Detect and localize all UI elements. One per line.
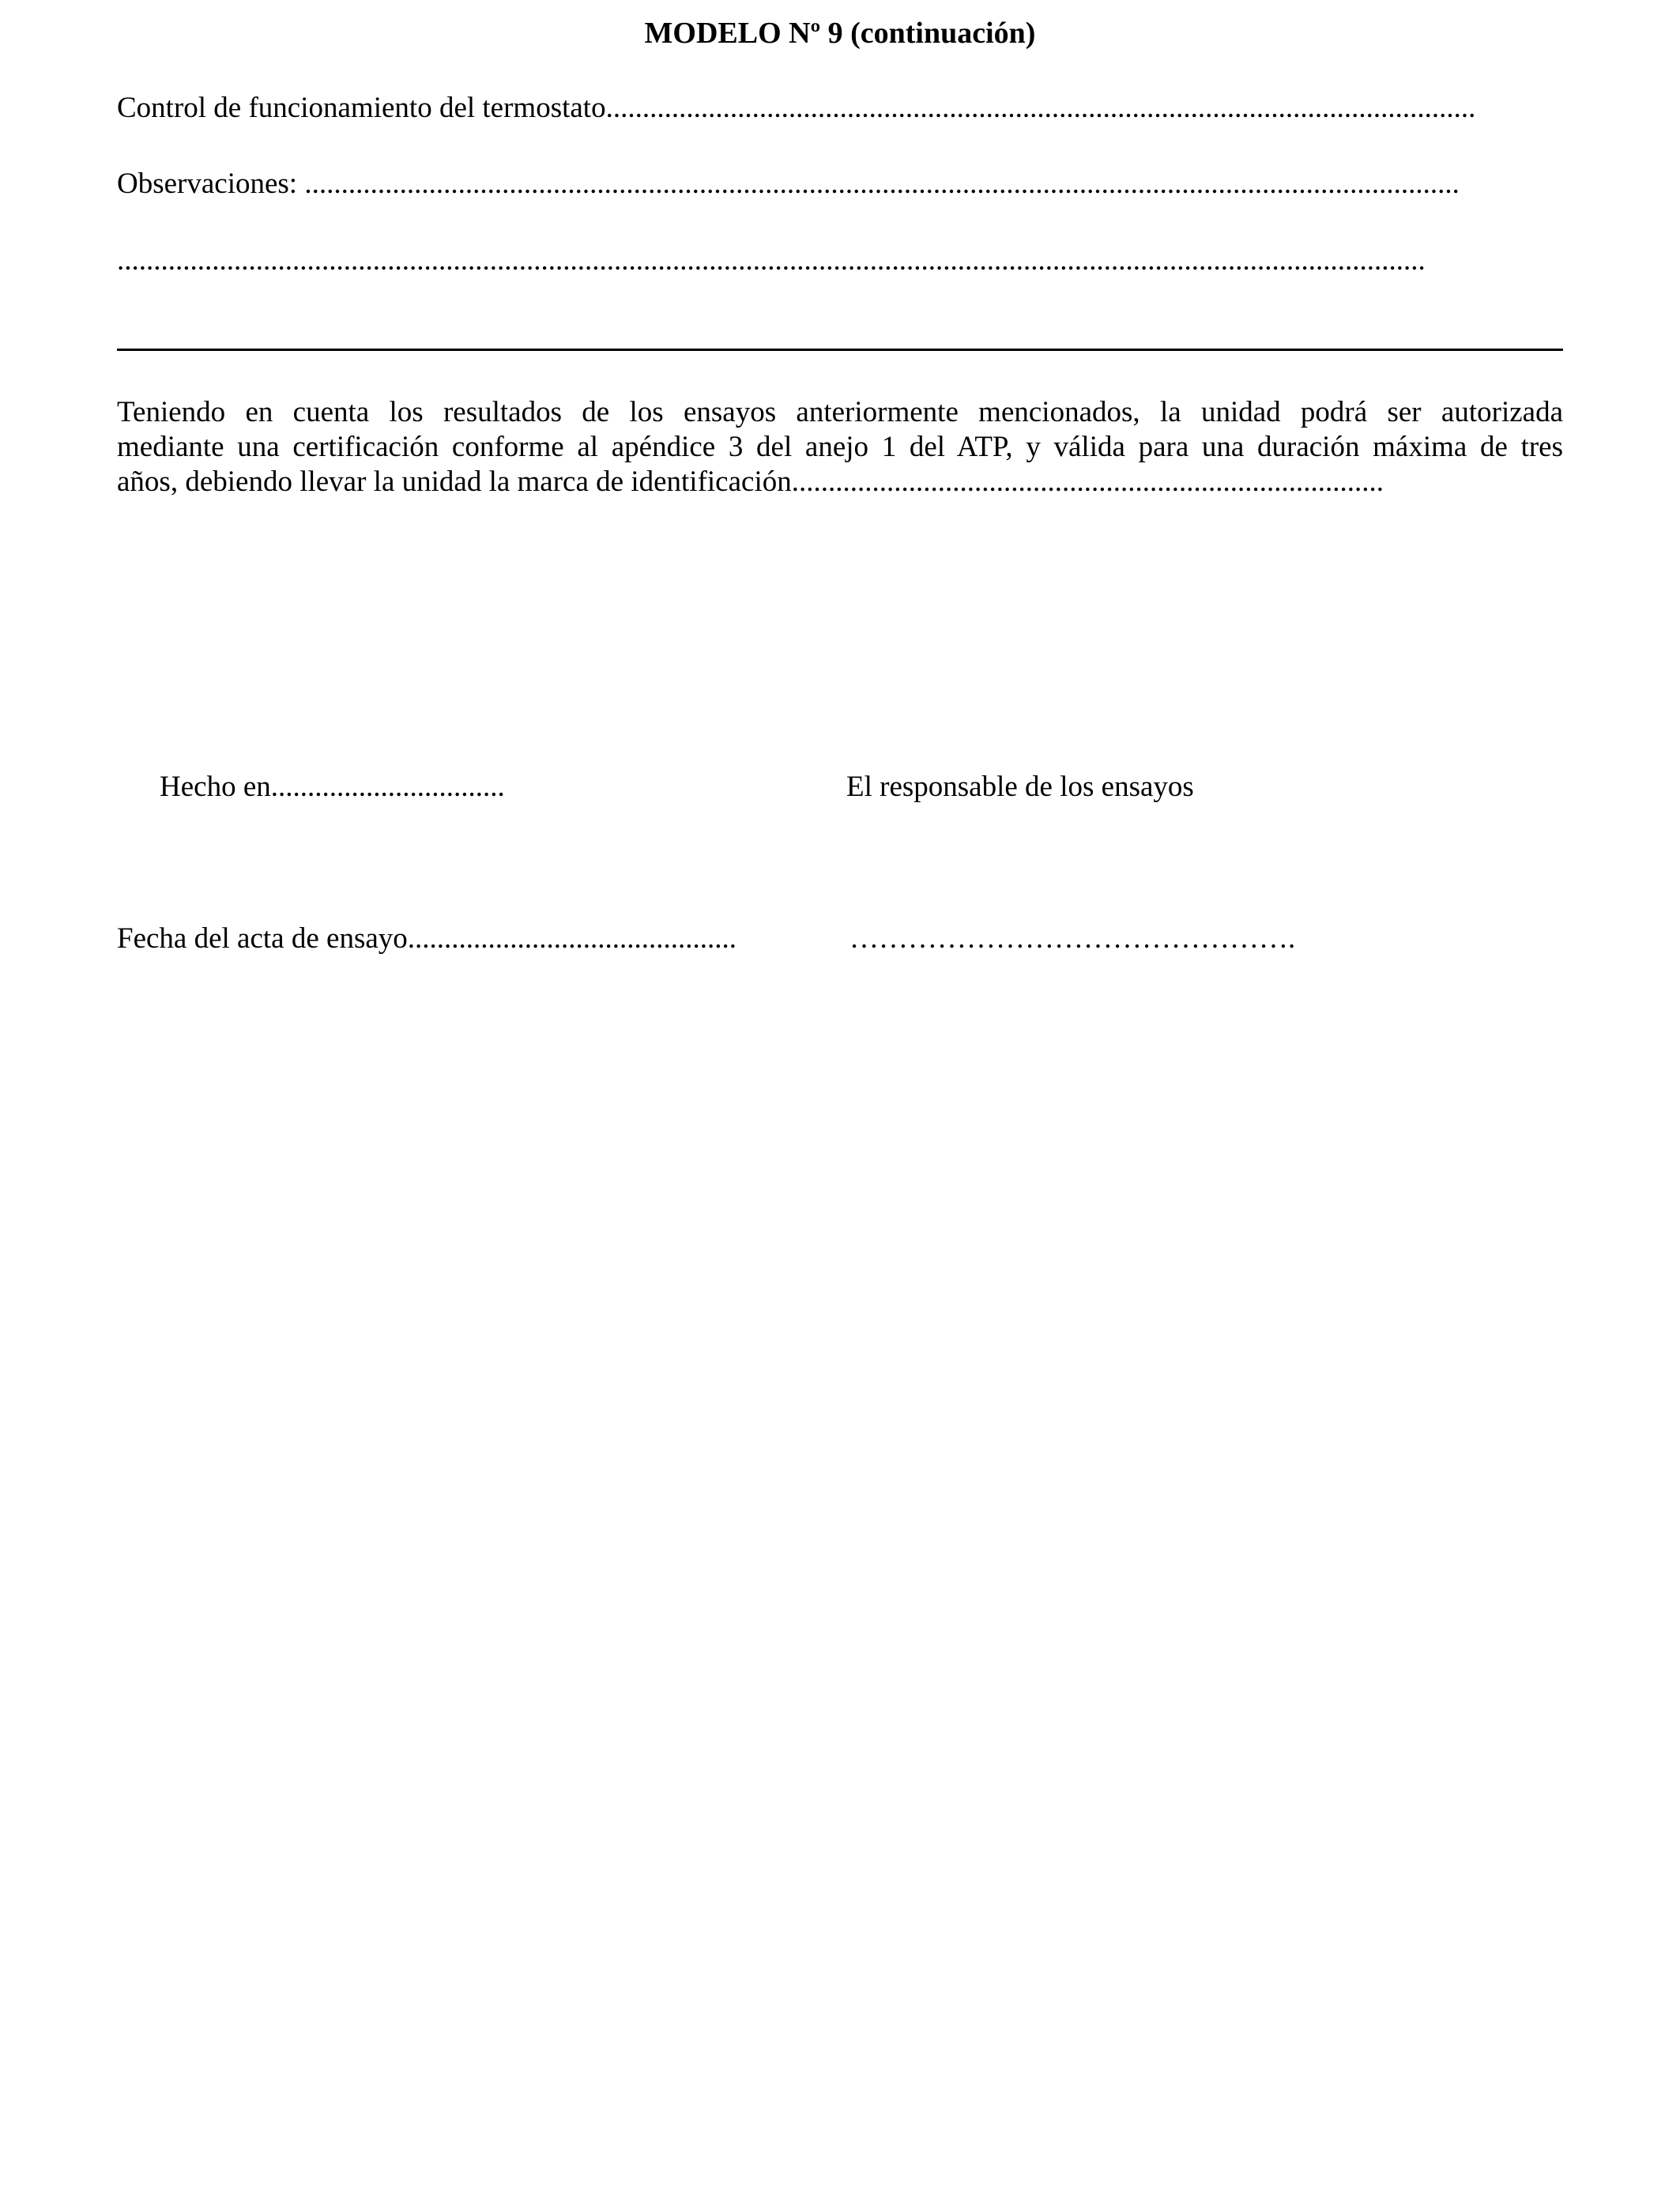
thermostat-control-line: Control de funcionamiento del termostato....................................................................................................................... [117, 92, 1476, 124]
place-line: Hecho en................................ [160, 771, 505, 803]
conclusion-paragraph [117, 395, 1563, 499]
page-title: MODELO Nº 9 (continuación) [644, 17, 1036, 50]
paragraph-line: años, debiendo llevar la unidad la marca de identificación................................................................................. [117, 466, 1384, 498]
responsible-label: El responsable de los ensayos [846, 771, 1194, 803]
observations-line: Observaciones: .............................................................................................................................................................. [117, 168, 1460, 200]
observations-continuation-line: ................................................................................................................................................................................... [117, 244, 1426, 277]
signature-line: ………………………………………. [849, 922, 1296, 955]
report-date-line: Fecha del acta de ensayo............................................. [117, 922, 737, 955]
paragraph-line: Teniendo en cuenta los resultados de los ensayos anteriormente mencionados, la unidad podrá ser autorizada [117, 396, 1563, 428]
paragraph-line: mediante una certificación conforme al apéndice 3 del anejo 1 del ATP, y válida para una duración máxima de tres [117, 431, 1563, 463]
horizontal-rule [117, 349, 1563, 351]
